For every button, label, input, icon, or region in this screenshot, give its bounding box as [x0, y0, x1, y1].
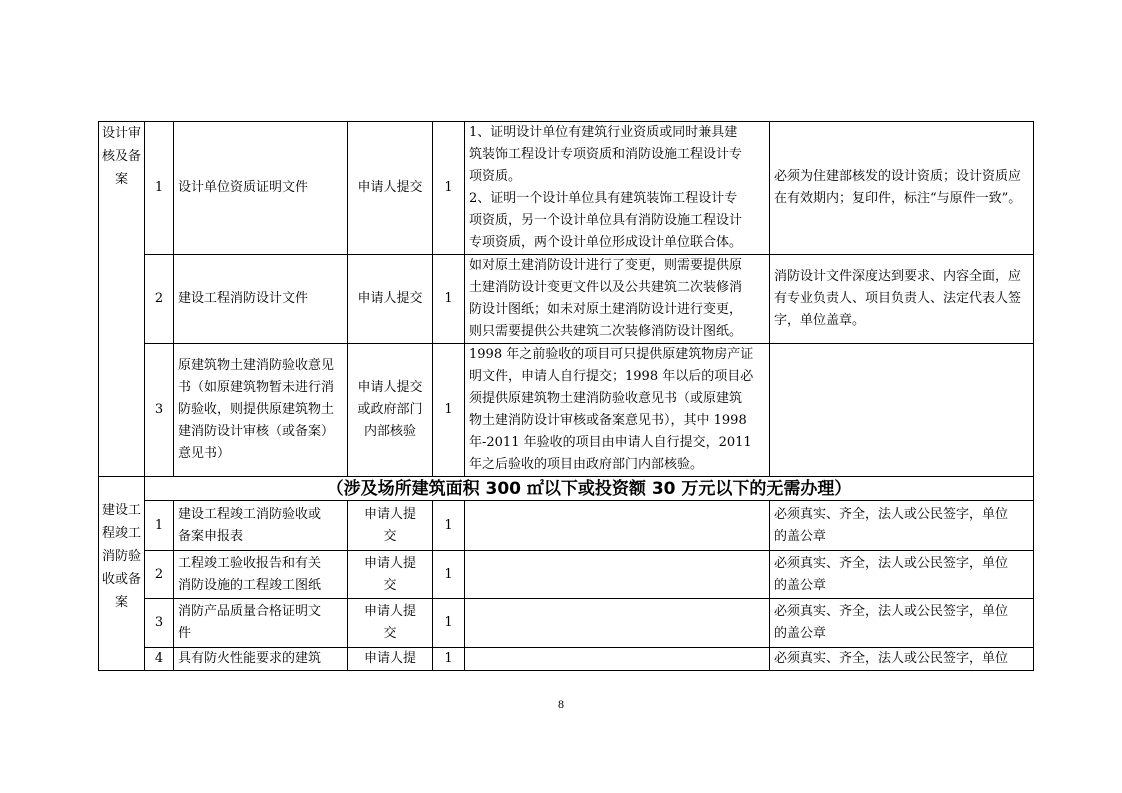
material-source: 申请人提交: [348, 255, 433, 344]
table-row: [99, 551, 1034, 599]
copies: 1: [433, 648, 465, 671]
copies: 1: [433, 551, 465, 599]
table-row: [99, 648, 1034, 671]
requirements-table: [98, 121, 1034, 671]
category-cell: 设计审核及备案: [99, 122, 145, 477]
material-name: 具有防火性能要求的建筑: [174, 648, 348, 671]
requirement-text: 必须真实、齐全，法人或公民签字，单位 的盖公章: [770, 551, 1034, 599]
table-row: [99, 255, 1034, 344]
row-number: 1: [145, 501, 174, 551]
copies: 1: [433, 122, 465, 255]
row-number: 3: [145, 599, 174, 648]
requirement-text: 必须真实、齐全，法人或公民签字，单位 的盖公章: [770, 501, 1034, 551]
material-source: 申请人提交 或政府部门 内部核验: [348, 344, 433, 477]
category-cell: 建设工程竣工消防验收或备案: [99, 477, 145, 671]
detail-text: 如对原土建消防设计进行了变更，则需要提供原 土建消防设计变更文件以及公共建筑二次装修消 防设计图纸；如未对原土建消防设计进行变更， 则只需要提供公共建筑二次装修消防设计图纸。: [465, 255, 770, 344]
page-number: 8: [558, 697, 564, 711]
table-row: [99, 122, 1034, 255]
row-number: 2: [145, 255, 174, 344]
table-row: [99, 477, 1034, 501]
material-source: 申请人提 交: [348, 501, 433, 551]
detail-text: [465, 501, 770, 551]
table-row: [99, 344, 1034, 477]
copies: 1: [433, 599, 465, 648]
table-row: [99, 501, 1034, 551]
exemption-note: （涉及场所建筑面积 300 ㎡以下或投资额 30 万元以下的无需办理）: [145, 477, 1034, 501]
material-name: 工程竣工验收报告和有关 消防设施的工程竣工图纸: [174, 551, 348, 599]
detail-text: 1998 年之前验收的项目可只提供原建筑物房产证 明文件，申请人自行提交；1998 年以后的项目必 须提供原建筑物土建消防验收意见书（或原建筑 物土建消防设计审核或备案意见书），其中 1998 年-2011 年验收的项目由申请人自行提交，2011 年之后验收的项目由政府部门内部核验。: [465, 344, 770, 477]
detail-text: [465, 551, 770, 599]
detail-text: 1、证明设计单位有建筑行业资质或同时兼具建 筑装饰工程设计专项资质和消防设施工程设计专 项资质。 2、证明一个设计单位具有建筑装饰工程设计专 项资质，另一个设计单位具有消防设施工程设计 专项资质，两个设计单位形成设计单位联合体。: [465, 122, 770, 255]
requirement-text: 消防设计文件深度达到要求、内容全面，应 有专业负责人、项目负责人、法定代表人签 字，单位盖章。: [770, 255, 1034, 344]
material-source: 申请人提 交: [348, 551, 433, 599]
row-number: 4: [145, 648, 174, 671]
requirement-text: 必须为住建部核发的设计资质；设计资质应 在有效期内；复印件，标注“与原件一致”。: [770, 122, 1034, 255]
material-name: 消防产品质量合格证明文 件: [174, 599, 348, 648]
requirement-text: [770, 344, 1034, 477]
row-number: 2: [145, 551, 174, 599]
row-number: 3: [145, 344, 174, 477]
material-name: 原建筑物土建消防验收意见 书（如原建筑物暂未进行消 防验收，则提供原建筑物土 建消防设计审核（或备案） 意见书）: [174, 344, 348, 477]
detail-text: [465, 599, 770, 648]
requirement-text: 必须真实、齐全，法人或公民签字，单位 的盖公章: [770, 599, 1034, 648]
copies: 1: [433, 255, 465, 344]
table-row: [99, 599, 1034, 648]
material-source: 申请人提交: [348, 122, 433, 255]
row-number: 1: [145, 122, 174, 255]
material-name: 设计单位资质证明文件: [174, 122, 348, 255]
material-source: 申请人提: [348, 648, 433, 671]
detail-text: [465, 648, 770, 671]
material-source: 申请人提 交: [348, 599, 433, 648]
requirement-text: 必须真实、齐全，法人或公民签字，单位: [770, 648, 1034, 671]
material-name: 建设工程竣工消防验收或 备案申报表: [174, 501, 348, 551]
copies: 1: [433, 344, 465, 477]
copies: 1: [433, 501, 465, 551]
material-name: 建设工程消防设计文件: [174, 255, 348, 344]
